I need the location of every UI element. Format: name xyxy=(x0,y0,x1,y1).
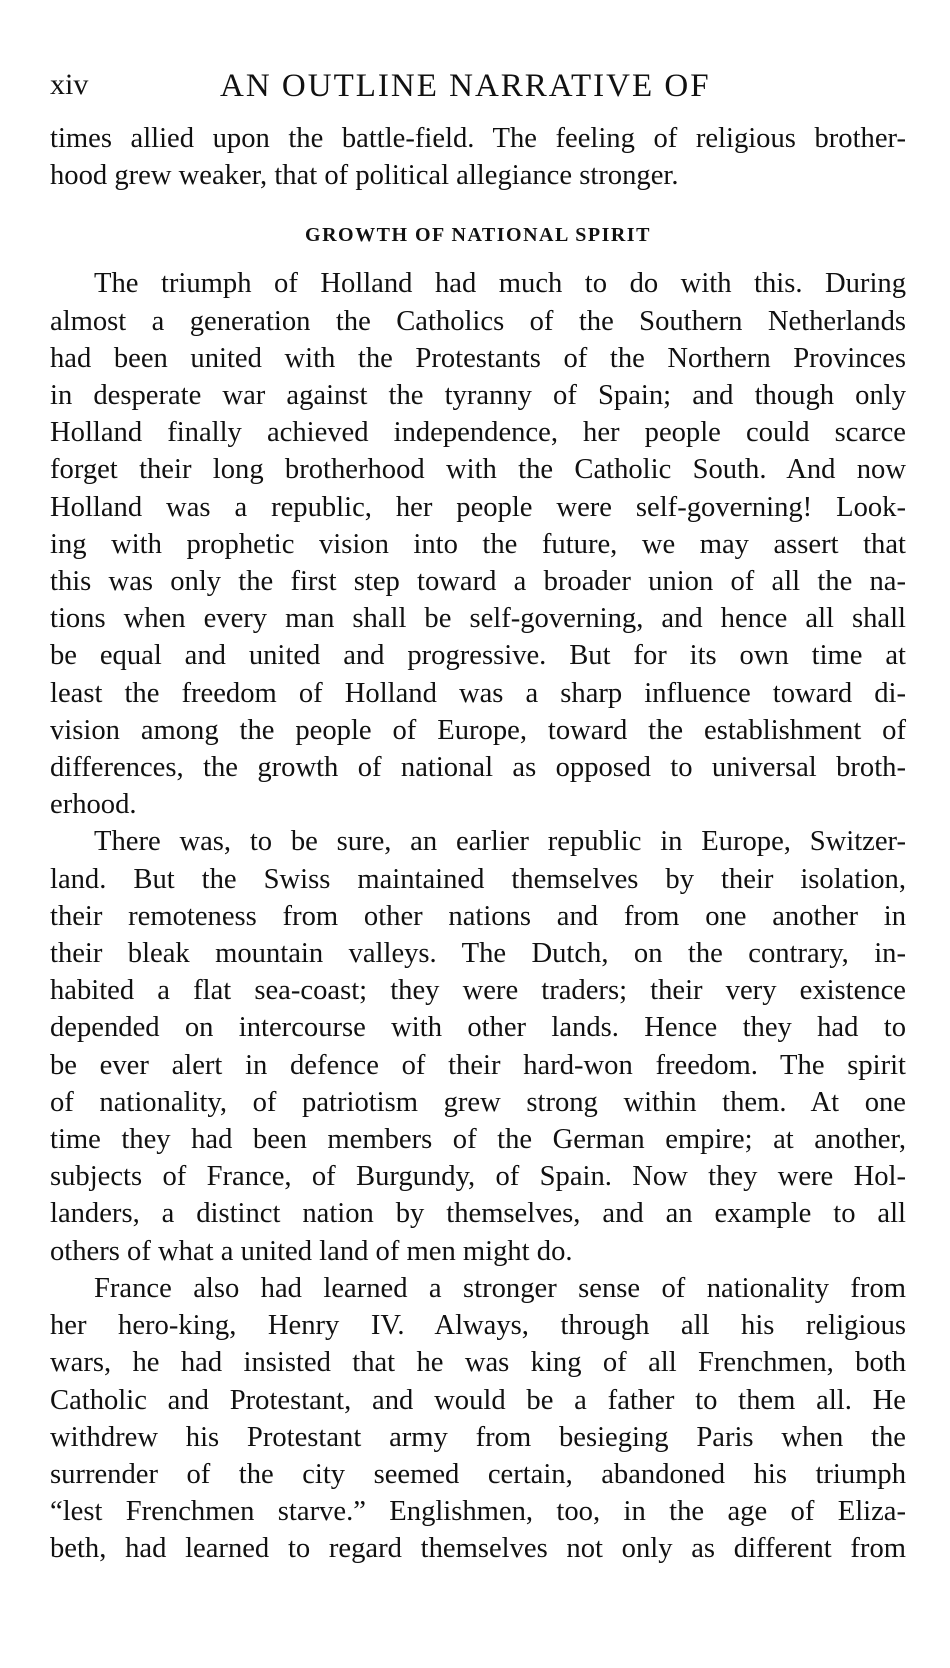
text-line: Holland finally achieved independence, her people could scarce xyxy=(50,417,906,449)
text-line: land. But the Swiss maintained themselves by their isolation, xyxy=(50,863,906,895)
text-line: depended on intercourse with other lands. Hence they had to xyxy=(50,1012,906,1044)
text-line: their remoteness from other nations and from one another in xyxy=(50,900,906,932)
paragraph-3 xyxy=(50,1270,906,1568)
text-line: be equal and united and progressive. But for its own time at xyxy=(50,640,906,672)
text-line: others of what a united land of men might do. xyxy=(50,1235,573,1267)
paragraph-2 xyxy=(50,823,906,1269)
text-line: The triumph of Holland had much to do with this. During xyxy=(94,268,906,300)
text-line: landers, a distinct nation by themselves, and an example to all xyxy=(50,1198,906,1230)
text-line: tions when every man shall be self-governing, and hence all shall xyxy=(50,603,906,635)
text-line: subjects of France, of Burgundy, of Spain. Now they were Hol- xyxy=(50,1161,906,1193)
text-line: vision among the people of Europe, toward the establishment of xyxy=(50,714,906,746)
text-line: withdrew his Protestant army from besieging Paris when the xyxy=(50,1421,906,1453)
text-line: Catholic and Protestant, and would be a father to them all. He xyxy=(50,1384,906,1416)
page-number: xiv xyxy=(50,68,89,101)
text-line: time they had been members of the German empire; at another, xyxy=(50,1124,906,1156)
text-line: Holland was a republic, her people were self-governing! Look- xyxy=(50,491,906,523)
text-line: ing with prophetic vision into the future, we may assert that xyxy=(50,528,906,560)
book-page xyxy=(50,68,906,1568)
text-line: her hero-king, Henry IV. Always, through all his religious xyxy=(50,1310,906,1342)
text-line: this was only the first step toward a broader union of all the na- xyxy=(50,566,906,598)
section-heading: GROWTH OF NATIONAL SPIRIT xyxy=(305,224,651,247)
text-line: beth, had learned to regard themselves not only as different from xyxy=(50,1533,906,1565)
text-line: surrender of the city seemed certain, abandoned his triumph xyxy=(50,1458,906,1490)
text-line: of nationality, of patriotism grew strong within them. At one xyxy=(50,1086,906,1118)
running-header xyxy=(50,68,906,120)
text-line: erhood. xyxy=(50,789,137,821)
text-line: France also had learned a stronger sense of nationality from xyxy=(94,1272,906,1304)
text-line: habited a flat sea-coast; they were traders; their very existence xyxy=(50,975,906,1007)
text-line: “lest Frenchmen starve.” Englishmen, too, in the age of Eliza- xyxy=(50,1496,906,1528)
running-title: AN OUTLINE NARRATIVE OF xyxy=(220,68,711,104)
text-line: forget their long brotherhood with the Catholic South. And now xyxy=(50,454,906,486)
text-line: hood grew weaker, that of political allegiance stronger. xyxy=(50,160,679,192)
paragraph-1 xyxy=(50,265,906,823)
text-line: least the freedom of Holland was a sharp influence toward di- xyxy=(50,677,906,709)
text-line: be ever alert in defence of their hard-won freedom. The spirit xyxy=(50,1049,906,1081)
text-line: differences, the growth of national as opposed to universal broth- xyxy=(50,752,906,784)
text-line: in desperate war against the tyranny of Spain; and though only xyxy=(50,380,906,412)
text-line: There was, to be sure, an earlier republic in Europe, Switzer- xyxy=(94,826,906,858)
text-line: times allied upon the battle-field. The feeling of religious brother- xyxy=(50,123,906,154)
intro-paragraph xyxy=(50,120,906,194)
text-line: almost a generation the Catholics of the Southern Netherlands xyxy=(50,305,906,337)
text-line: wars, he had insisted that he was king of all Frenchmen, both xyxy=(50,1347,906,1379)
text-line: had been united with the Protestants of the Northern Provinces xyxy=(50,342,906,374)
text-line: their bleak mountain valleys. The Dutch, on the contrary, in- xyxy=(50,938,906,970)
